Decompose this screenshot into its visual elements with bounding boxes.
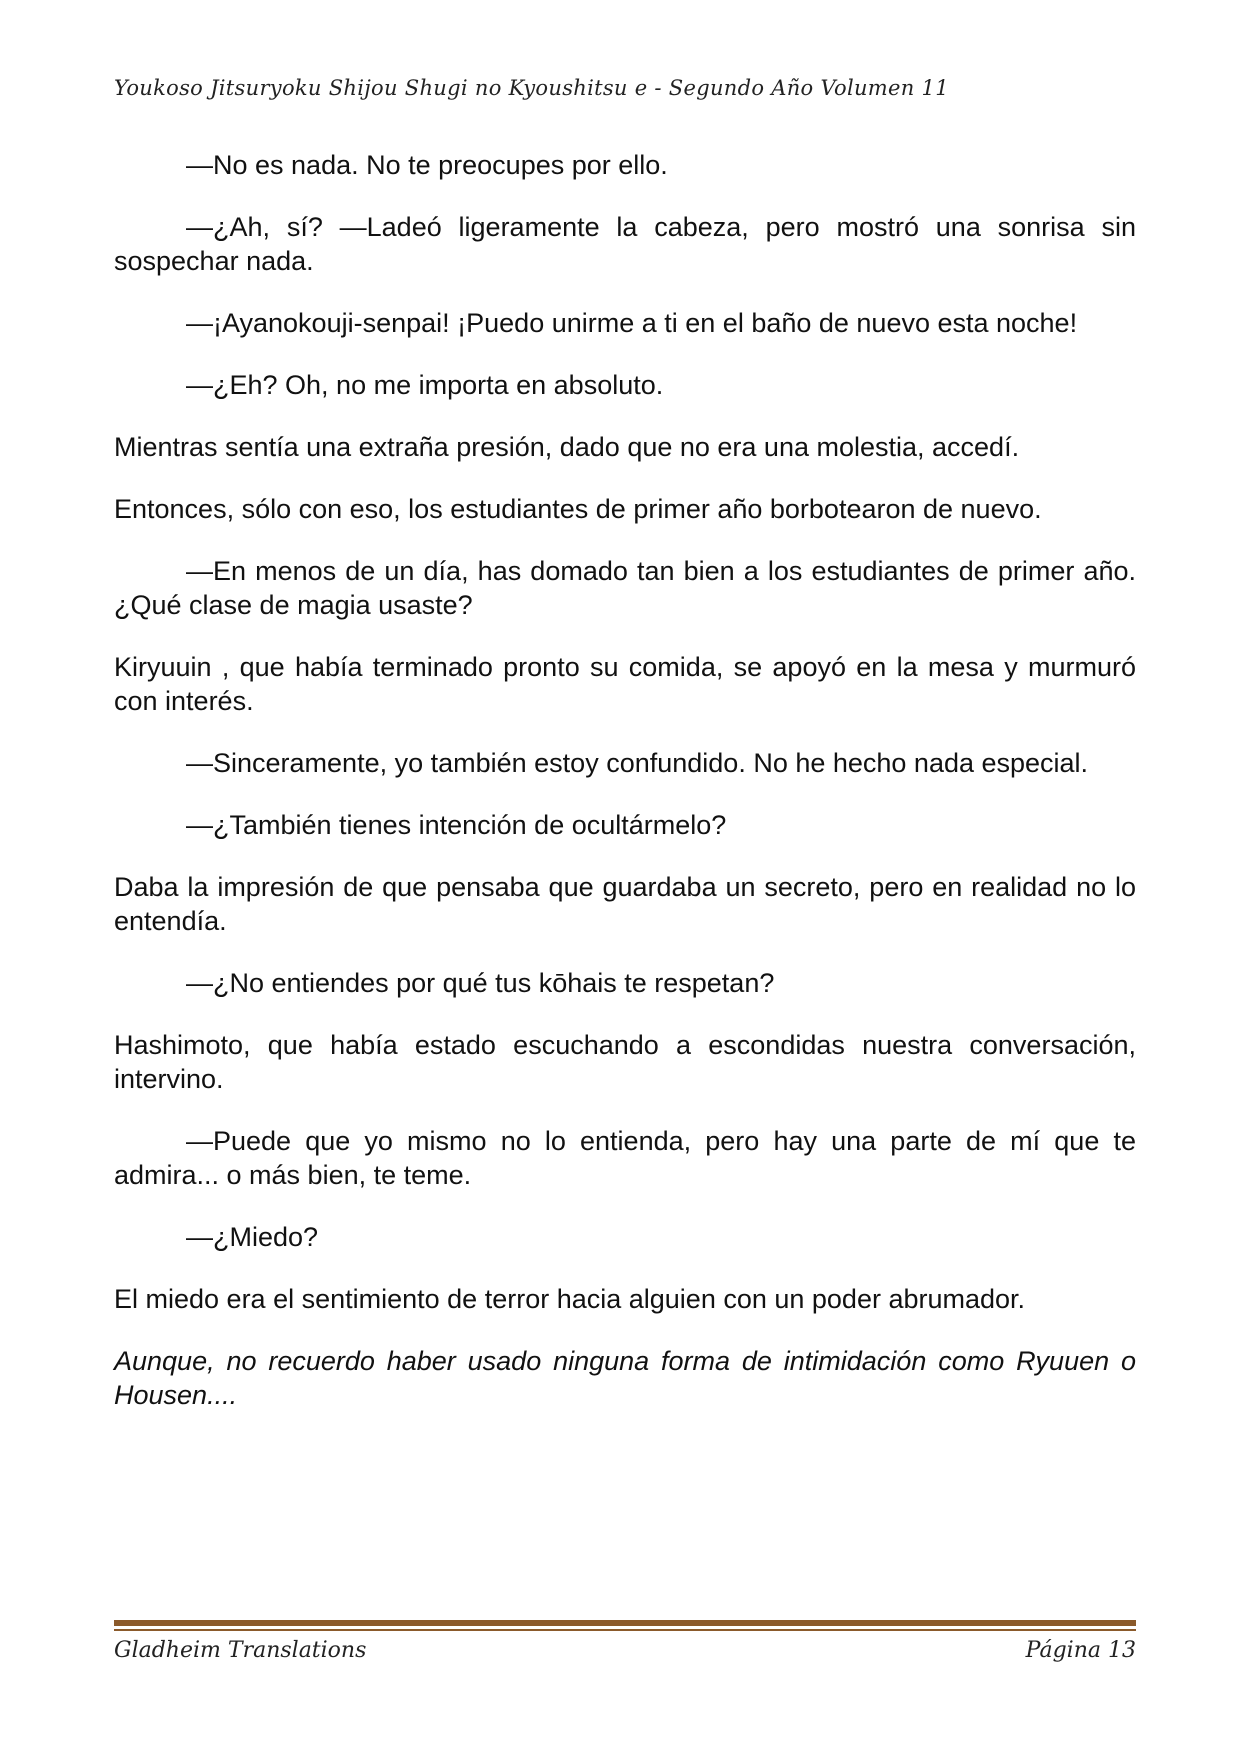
running-header: Youkoso Jitsuryoku Shijou Shugi no Kyoushitsu e - Segundo Año Volumen 11 bbox=[114, 76, 949, 100]
footer-rule-thick bbox=[114, 1620, 1136, 1626]
body-text bbox=[114, 148, 1136, 1440]
paragraph: —¡Ayanokouji-senpai! ¡Puedo unirme a ti en el baño de nuevo esta noche! bbox=[186, 308, 1078, 338]
paragraph: —En menos de un día, has domado tan bien a los estudiantes de primer año. ¿Qué clase de magia usaste? bbox=[114, 556, 1136, 620]
paragraph: —No es nada. No te preocupes por ello. bbox=[186, 150, 668, 180]
italic-paragraph: Aunque, no recuerdo haber usado ninguna forma de intimidación como Ryuuen o Housen.... bbox=[114, 1346, 1136, 1410]
paragraph: —Sinceramente, yo también estoy confundido. No he hecho nada especial. bbox=[186, 748, 1089, 778]
footer-rule-thin bbox=[114, 1629, 1136, 1631]
footer-page-number: Página 13 bbox=[1025, 1638, 1136, 1663]
paragraph: Hashimoto, que había estado escuchando a escondidas nuestra conversación, intervino. bbox=[114, 1030, 1136, 1094]
footer-translator: Gladheim Translations bbox=[114, 1638, 367, 1663]
paragraph: —¿Miedo? bbox=[186, 1222, 319, 1252]
paragraph: —¿También tienes intención de ocultármelo? bbox=[186, 810, 727, 840]
paragraph: Kiryuuin , que había terminado pronto su comida, se apoyó en la mesa y murmuró con interés. bbox=[114, 652, 1136, 716]
paragraph: —¿Ah, sí? —Ladeó ligeramente la cabeza, pero mostró una sonrisa sin sospechar nada. bbox=[114, 212, 1136, 276]
paragraph: Daba la impresión de que pensaba que guardaba un secreto, pero en realidad no lo entendía. bbox=[114, 872, 1136, 936]
paragraph: El miedo era el sentimiento de terror hacia alguien con un poder abrumador. bbox=[114, 1284, 1026, 1314]
paragraph: —¿Eh? Oh, no me importa en absoluto. bbox=[186, 370, 664, 400]
paragraph: Mientras sentía una extraña presión, dado que no era una molestia, accedí. bbox=[114, 432, 1020, 462]
paragraph: Entonces, sólo con eso, los estudiantes de primer año borbotearon de nuevo. bbox=[114, 494, 1042, 524]
paragraph: —Puede que yo mismo no lo entienda, pero hay una parte de mí que te admira... o más bien, te teme. bbox=[114, 1126, 1136, 1190]
paragraph: —¿No entiendes por qué tus kōhais te respetan? bbox=[186, 968, 775, 998]
